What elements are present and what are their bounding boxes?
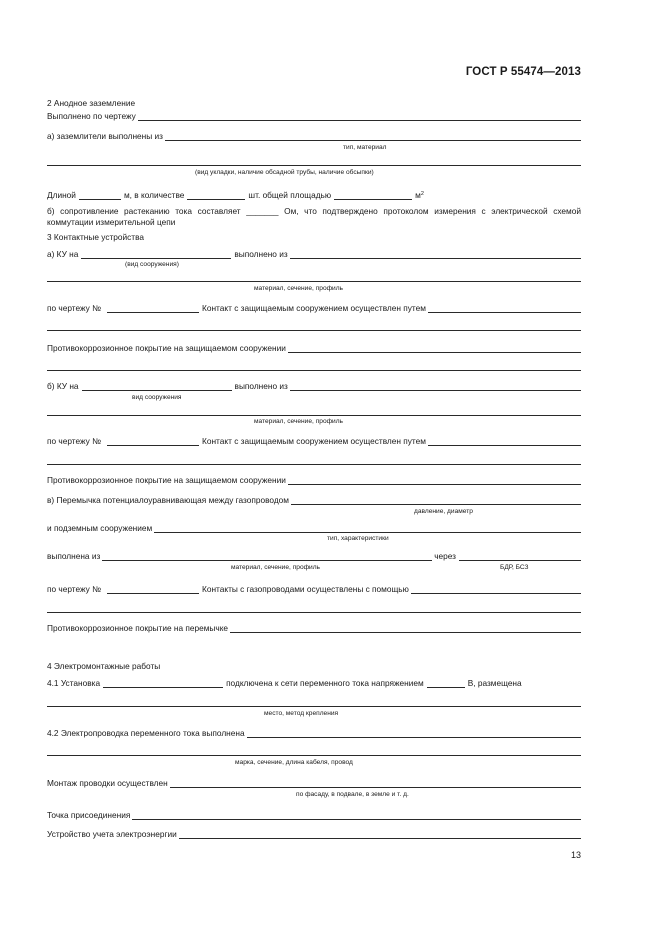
- ku-a-contact-row: [47, 322, 581, 331]
- ku-a-coating-blank[interactable]: [288, 344, 581, 353]
- ku-a-coating-row: Противокоррозионное покрытие на защищаемом сооружении: [47, 343, 581, 353]
- made-of-row: выполнена из через: [47, 551, 581, 561]
- caption-material-jumper: материал, сечение, профиль: [231, 564, 320, 571]
- caption-material-b: материал, сечение, профиль: [254, 418, 343, 425]
- caption-type-material: тип, материал: [343, 144, 387, 151]
- caption-pressure-diameter: давление, диаметр: [414, 508, 473, 515]
- jumper-drawing-row: по чертежу № Контакты с газопроводами осуществлены с помощью: [47, 584, 581, 594]
- installation-blank[interactable]: [103, 679, 223, 688]
- caption-cable: марка, сечение, длина кабеля, провод: [235, 759, 353, 766]
- voltage-blank[interactable]: [427, 679, 465, 688]
- caption-type-characteristics: тип, характеристики: [327, 535, 389, 542]
- ku-b-contact-blank[interactable]: [428, 437, 581, 446]
- length-blank[interactable]: [79, 191, 121, 200]
- jumper-pipeline-blank[interactable]: [291, 496, 581, 505]
- caption-bdr-bsz: БДР, БСЗ: [500, 564, 529, 571]
- page-number: 13: [570, 850, 581, 860]
- ku-b-coating-row: Противокоррозионное покрытие на защищаемом сооружении: [47, 475, 581, 485]
- ku-b-material-row: [47, 407, 581, 416]
- caption-material-a: материал, сечение, профиль: [254, 285, 343, 292]
- section-3-title: 3 Контактные устройства: [47, 232, 145, 242]
- grounders-row: а) заземлители выполнены из: [47, 131, 581, 141]
- section-2-title: 2 Анодное заземление: [47, 98, 136, 108]
- wiring-row: 4.2 Электропроводка переменного тока выполнена: [47, 728, 581, 738]
- meter-row: Устройство учета электроэнергии: [47, 829, 581, 839]
- standard-header: ГОСТ Р 55474—2013: [465, 66, 581, 78]
- grounders-material-blank[interactable]: [165, 132, 581, 141]
- length-row: Длиной м, в количестве шт. общей площадью $м^2$: [47, 190, 424, 200]
- ku-a-contact-blank-2[interactable]: [47, 322, 581, 331]
- ku-b-row: б) КУ на выполнено из: [47, 381, 581, 391]
- laying-blank[interactable]: [47, 157, 581, 166]
- ku-a-row: а) КУ на выполнено из: [47, 249, 581, 259]
- ku-a-material-row: [47, 273, 581, 282]
- caption-laying: (вид укладки, наличие обсадной трубы, наличие обсыпки): [195, 169, 374, 176]
- connection-row: Точка присоединения: [47, 810, 581, 820]
- connection-blank[interactable]: [132, 811, 581, 820]
- section-4-title: 4 Электромонтажные работы: [47, 661, 161, 671]
- mounting-row: Монтаж проводки осуществлен: [47, 778, 581, 788]
- ku-b-drawing-row: по чертежу № Контакт с защищаемым сооружением осуществлен путем: [47, 436, 581, 446]
- underground-blank[interactable]: [154, 524, 581, 533]
- ku-b-contact-row: [47, 456, 581, 465]
- mounting-blank[interactable]: [170, 779, 581, 788]
- ku-a-profile-blank[interactable]: [47, 273, 581, 282]
- installation-row: 4.1 Установка подключена к сети переменного тока напряжением В, размещена: [47, 678, 522, 688]
- meter-blank[interactable]: [179, 830, 581, 839]
- placement-row: [47, 698, 581, 707]
- ku-b-coating-blank[interactable]: [288, 476, 581, 485]
- jumper-row: в) Перемычка потенциалоуравнивающая между газопроводом: [47, 495, 581, 505]
- ku-a-coating-row-2: [47, 362, 581, 371]
- ku-b-material-blank[interactable]: [290, 382, 581, 391]
- ku-a-drawing-blank[interactable]: [107, 304, 199, 313]
- via-blank[interactable]: [459, 552, 581, 561]
- ku-a-contact-blank[interactable]: [428, 304, 581, 313]
- caption-place-method: место, метод крепления: [264, 710, 339, 717]
- jumper-coating-blank[interactable]: [230, 624, 581, 633]
- ku-b-profile-blank[interactable]: [47, 407, 581, 416]
- jumper-contacts-row: [47, 604, 581, 613]
- quantity-blank[interactable]: [187, 191, 245, 200]
- ku-a-coating-blank-2[interactable]: [47, 362, 581, 371]
- ku-b-structure-blank[interactable]: [82, 382, 232, 391]
- caption-mounting: по фасаду, в подвале, в земле и т. д.: [296, 791, 409, 798]
- area-blank[interactable]: [334, 191, 412, 200]
- cable-row: [47, 747, 581, 756]
- caption-structure-type-b: вид сооружения: [132, 394, 182, 401]
- ku-a-drawing-row: по чертежу № Контакт с защищаемым сооружением осуществлен путем: [47, 303, 581, 313]
- caption-structure-type-a: (вид сооружения): [125, 261, 179, 268]
- placement-blank[interactable]: [47, 698, 581, 707]
- made-of-blank[interactable]: [102, 552, 432, 561]
- jumper-contacts-blank[interactable]: [411, 585, 581, 594]
- underground-row: и подземным сооружением: [47, 523, 581, 533]
- ku-b-drawing-blank[interactable]: [107, 437, 199, 446]
- resistance-text: б) сопротивление растеканию тока составляет _______ Ом, что подтверждено протоколом измерения с электрической схемой коммутации измерительной цепи: [47, 206, 581, 227]
- drawing-row: Выполнено по чертежу: [47, 111, 581, 121]
- jumper-coating-row: Противокоррозионное покрытие на перемычке: [47, 623, 581, 633]
- cable-blank[interactable]: [47, 747, 581, 756]
- wiring-blank[interactable]: [247, 729, 581, 738]
- drawing-blank[interactable]: [138, 112, 581, 121]
- jumper-contacts-blank-2[interactable]: [47, 604, 581, 613]
- laying-row: [47, 157, 581, 166]
- jumper-drawing-blank[interactable]: [107, 585, 199, 594]
- ku-a-material-blank[interactable]: [290, 250, 581, 259]
- ku-a-structure-blank[interactable]: [81, 250, 231, 259]
- ku-b-contact-blank-2[interactable]: [47, 456, 581, 465]
